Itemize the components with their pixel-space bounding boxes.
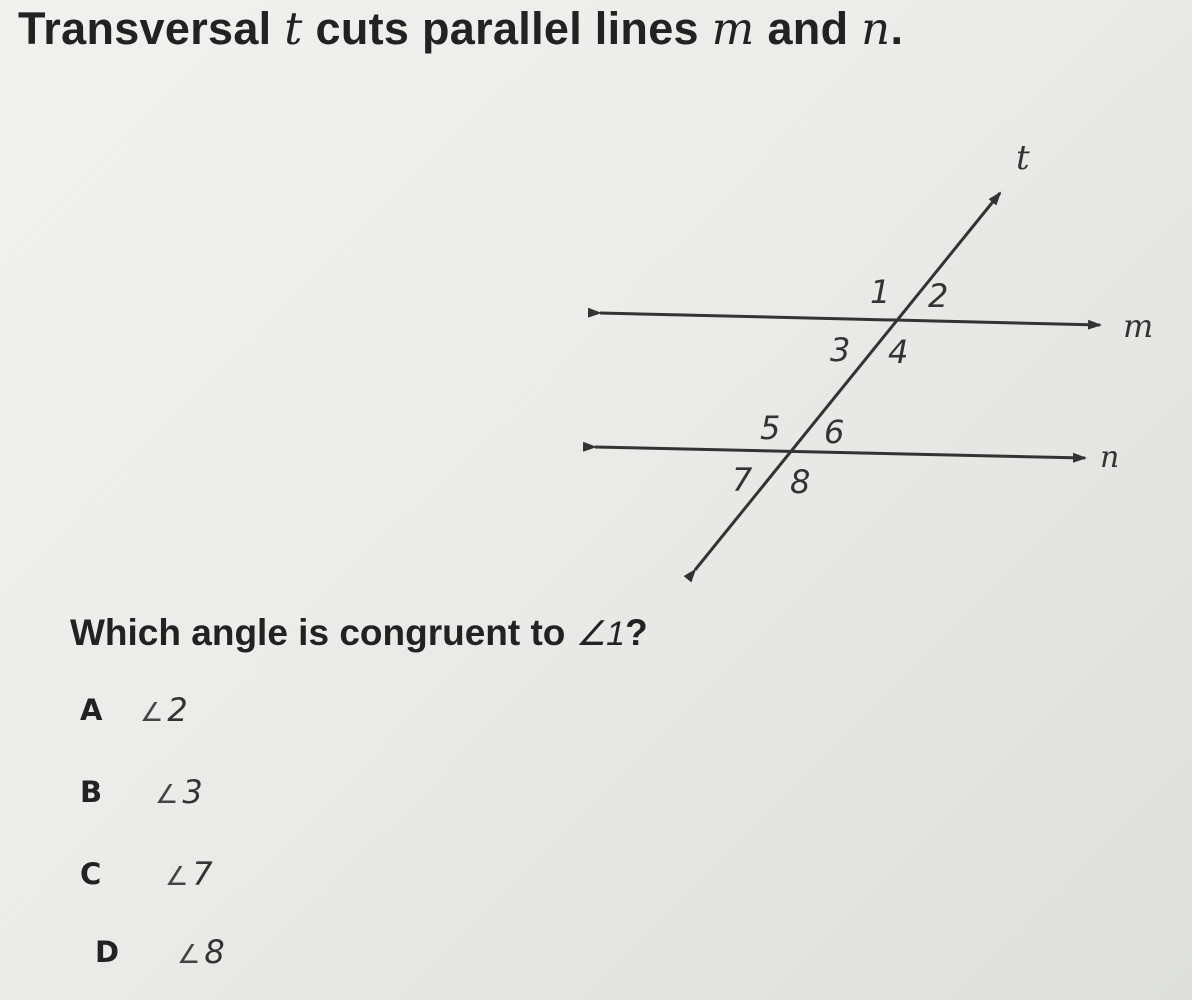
statement-text-4: . (890, 3, 904, 54)
choice-letter: B (80, 775, 103, 809)
statement-text-3: and (754, 3, 862, 54)
angle-symbol: ∠ (177, 940, 201, 970)
label-m: m (1123, 307, 1154, 345)
angle-label-1: 1 (870, 273, 891, 311)
label-n: n (1100, 440, 1120, 475)
angle-label-6: 6 (824, 413, 845, 451)
angle-label-7: 7 (732, 461, 753, 499)
choice-answer (155, 773, 203, 811)
var-n: n (861, 2, 891, 55)
choice-a[interactable] (80, 688, 188, 732)
choice-d[interactable] (80, 930, 225, 974)
var-m: m (711, 2, 755, 55)
angle-symbol: ∠ (575, 615, 607, 653)
label-t: t (1016, 138, 1030, 178)
choice-letter: C (80, 857, 102, 891)
angle-label-8: 8 (790, 463, 811, 501)
line-m (600, 313, 1100, 325)
angle-symbol: ∠ (155, 780, 179, 810)
choice-b[interactable] (80, 770, 203, 814)
choice-letter: D (95, 935, 120, 969)
angle-label-2: 2 (928, 277, 949, 315)
choice-value: 2 (167, 691, 188, 729)
angle-symbol: ∠ (165, 862, 189, 892)
angle-label-4: 4 (888, 333, 909, 371)
transversal-diagram (580, 125, 1180, 585)
statement-text-1: Transversal (18, 3, 285, 54)
question-end: ? (625, 612, 648, 653)
var-t: t (284, 2, 303, 55)
choice-answer (165, 855, 213, 893)
line-t (695, 193, 1000, 570)
angle-reference: 1 (606, 615, 626, 653)
choice-value: 8 (204, 933, 225, 971)
statement-text-2: cuts parallel lines (302, 3, 712, 54)
angle-label-3: 3 (830, 331, 851, 369)
angle-label-5: 5 (760, 409, 781, 447)
choice-answer (177, 933, 225, 971)
question-prompt (70, 612, 648, 654)
choice-value: 3 (182, 773, 203, 811)
choice-letter: A (80, 693, 103, 727)
choice-c[interactable] (80, 852, 213, 896)
angle-symbol: ∠ (140, 698, 164, 728)
choice-value: 7 (192, 855, 213, 893)
choice-answer (140, 691, 188, 729)
problem-statement (18, 2, 903, 55)
question-text: Which angle is congruent to (70, 612, 576, 653)
